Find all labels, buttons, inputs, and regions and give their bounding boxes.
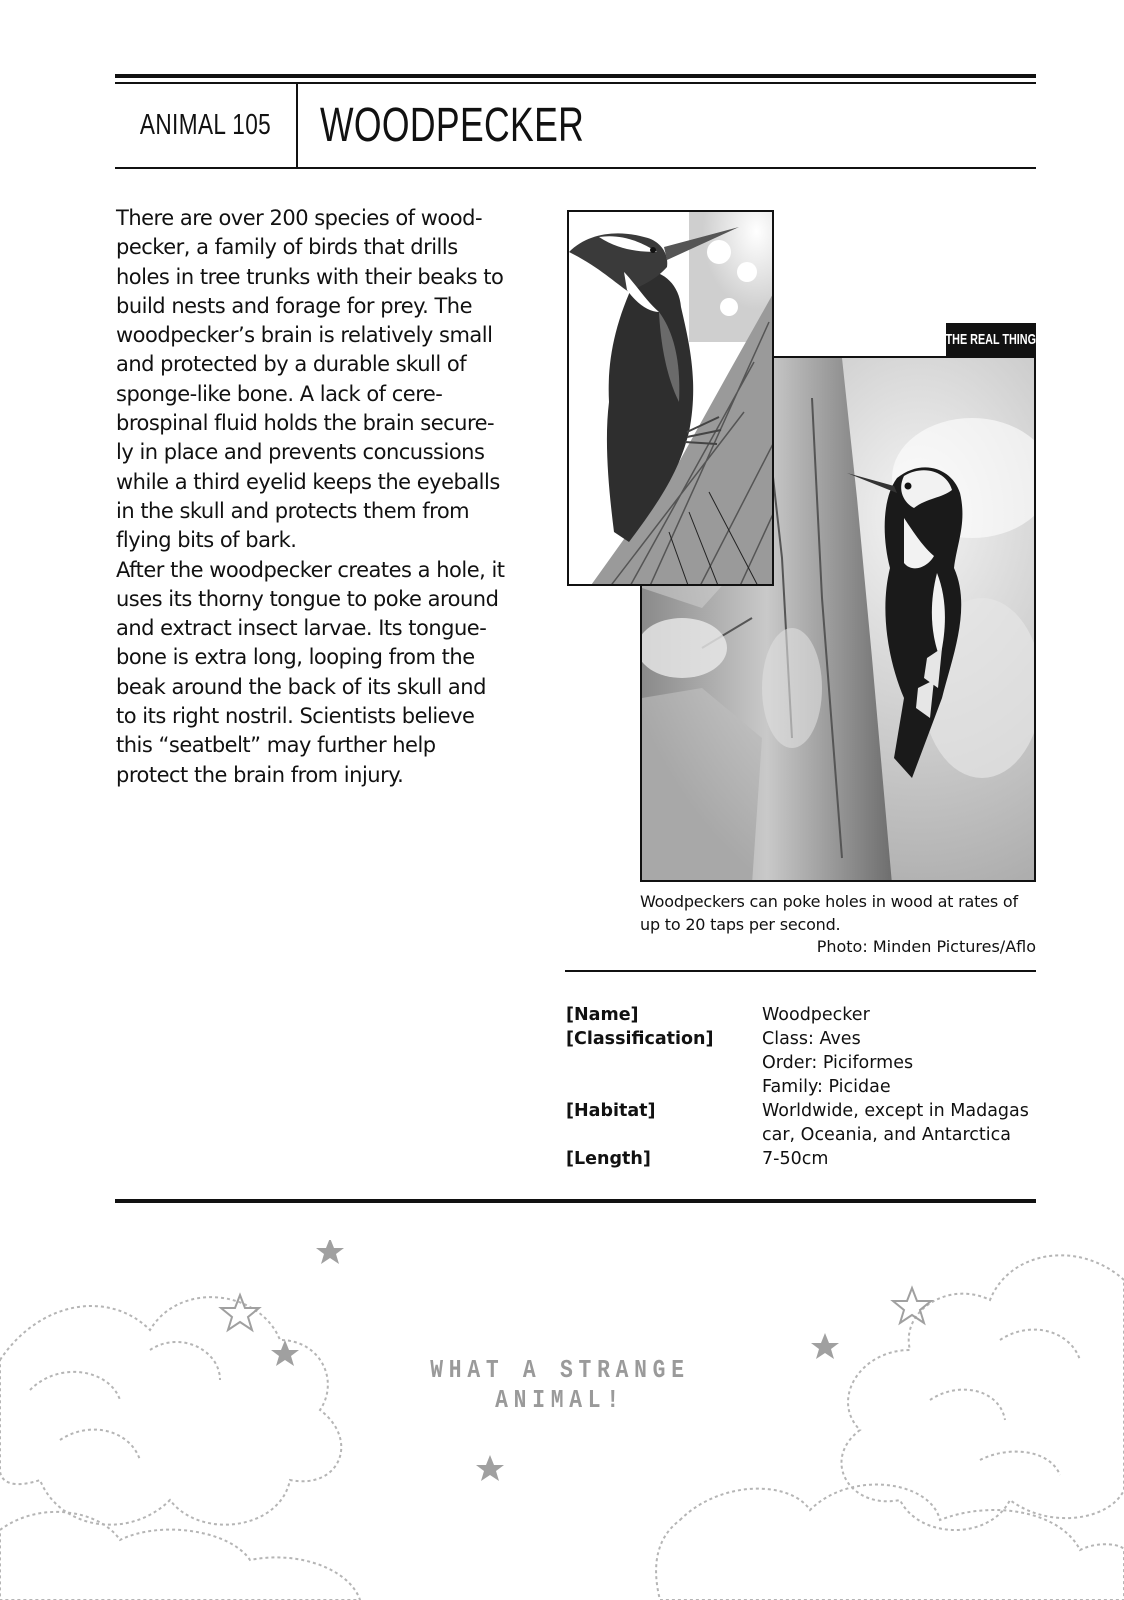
- fact-label: [Length]: [566, 1149, 651, 1169]
- fact-value: Worldwide, except in Madagas: [762, 1101, 1029, 1121]
- fact-values: [762, 1027, 1036, 1099]
- fact-row-name: [566, 1003, 1036, 1027]
- clouds-and-stars-decoration: [0, 1240, 1124, 1600]
- body-paragraph: After the woodpecker creates a hole, it uses its thorny tongue to poke around and extract insect larvae. Its tongue-bone is extra long, looping from the beak around the back of its skull and to its right nostril. Scientists believe this “seatbelt” may further help protect the brain from injury.: [116, 557, 505, 787]
- header-bottom-rule: [115, 167, 1036, 169]
- real-thing-tag-text: THE REAL THING: [945, 331, 1037, 348]
- body-text: [116, 204, 508, 790]
- photo-credit: Photo: Minden Pictures/Aflo: [816, 937, 1036, 956]
- fact-label: [Classification]: [566, 1029, 714, 1049]
- fact-label: [Habitat]: [566, 1101, 656, 1121]
- animal-number-label: ANIMAL 105: [139, 109, 272, 141]
- fact-row-habitat: [566, 1099, 1036, 1147]
- photo-caption: Woodpeckers can poke holes in wood at rates of up to 20 taps per second.: [640, 892, 1018, 934]
- header-divider: [296, 84, 298, 168]
- fact-values: [762, 1003, 1036, 1027]
- cloud-icon: [0, 1297, 360, 1600]
- fact-value: Family: Picidae: [762, 1077, 891, 1097]
- fact-value: car, Oceania, and Antarctica: [762, 1125, 1011, 1145]
- star-outline-icon: [221, 1288, 931, 1330]
- footer-slogan: WHAT A STRANGE ANIMAL!: [430, 1355, 690, 1415]
- fact-value: Woodpecker: [762, 1005, 870, 1025]
- header-rule-thick: [115, 74, 1036, 78]
- facts-top-rule: [565, 970, 1036, 972]
- body-paragraph: There are over 200 species of wood-pecker, a family of birds that drills holes in tree trunks with their beaks to build nests and forage for prey. The woodpecker’s brain is relatively small and protected by a durable skull of sponge-like bone. A lack of cere-brospinal fluid holds the brain secure-ly in place and prevents concussions while a third eyelid keeps the eyeballs in the skull and protects them from flying bits of bark.: [116, 206, 504, 553]
- fact-value: Class: Aves: [762, 1029, 861, 1049]
- woodpecker-illustration-image: [569, 212, 774, 586]
- fact-value: Order: Piciformes: [762, 1053, 914, 1073]
- footer-top-rule: [115, 1199, 1036, 1203]
- page-title: WOODPECKER: [320, 99, 585, 152]
- fact-values: [762, 1099, 1036, 1147]
- fact-value: 7-50cm: [762, 1149, 829, 1169]
- woodpecker-illustration: [567, 210, 774, 586]
- cloud-icon: [656, 1255, 1124, 1600]
- fact-values: [762, 1147, 1036, 1171]
- fact-label: [Name]: [566, 1005, 639, 1025]
- facts-table: [566, 1003, 1036, 1171]
- fact-row-length: [566, 1147, 1036, 1171]
- fact-row-classification: [566, 1027, 1036, 1099]
- real-thing-tag: [946, 323, 1036, 356]
